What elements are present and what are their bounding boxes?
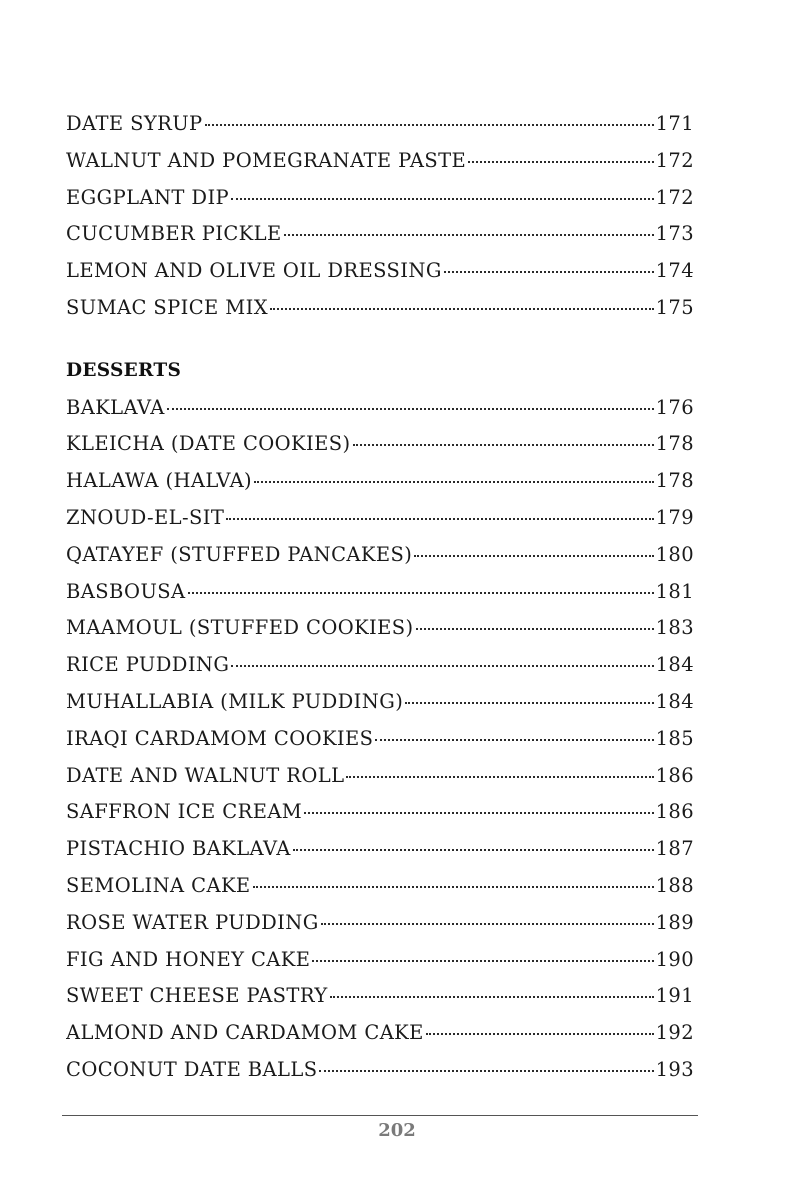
dot-leader — [416, 628, 654, 630]
toc-entry — [66, 1015, 694, 1052]
toc-entry-title: HALAWA (HALVA) — [66, 469, 253, 493]
toc-entry-page: 189 — [655, 910, 694, 934]
toc-entry-page: 173 — [655, 222, 694, 246]
toc-entry — [66, 610, 694, 647]
toc-entry-page: 181 — [655, 579, 694, 603]
toc-entry — [66, 500, 694, 537]
toc-entry-page: 180 — [655, 542, 694, 566]
toc-entry — [66, 978, 694, 1015]
toc-entry-title: SWEET CHEESE PASTRY — [66, 984, 328, 1008]
toc-entry-page: 184 — [655, 653, 694, 677]
dot-leader — [405, 702, 653, 704]
toc-entry — [66, 106, 694, 143]
toc-entry-title: ZNOUD-EL-SIT — [66, 505, 225, 529]
toc-entry-title: LEMON AND OLIVE OIL DRESSING — [66, 259, 442, 283]
toc-entry-title: DATE AND WALNUT ROLL — [66, 763, 345, 787]
toc-entry-page: 171 — [655, 112, 694, 135]
toc-entry-page: 172 — [655, 185, 694, 209]
toc-entry — [66, 794, 694, 831]
toc-entry-title: COCONUT DATE BALLS — [66, 1057, 318, 1081]
dot-leader — [414, 555, 653, 557]
dot-leader — [346, 776, 653, 778]
toc-entry — [66, 180, 694, 217]
toc-entry-title: BAKLAVA — [66, 395, 165, 419]
toc-entry — [66, 143, 694, 180]
section-heading: DESSERTS — [66, 359, 182, 381]
dot-leader — [353, 444, 654, 446]
toc-entry — [66, 390, 694, 427]
toc-entry-title: SEMOLINA CAKE — [66, 873, 251, 897]
footer-divider — [62, 1115, 698, 1116]
table-of-contents — [66, 106, 694, 1089]
toc-entry — [66, 463, 694, 500]
dot-leader — [330, 996, 654, 998]
toc-entry-title: SUMAC SPICE MIX — [66, 295, 269, 319]
toc-entry-title: IRAQI CARDAMOM COOKIES — [66, 726, 374, 750]
toc-entry — [66, 684, 694, 721]
dot-leader — [254, 481, 654, 483]
dot-leader — [426, 1033, 654, 1035]
dot-leader — [231, 198, 654, 200]
dot-leader — [444, 271, 654, 273]
dot-leader — [205, 124, 654, 126]
dot-leader — [319, 1070, 653, 1072]
dot-leader — [167, 408, 654, 410]
toc-entry — [66, 216, 694, 253]
toc-entry-title: ROSE WATER PUDDING — [66, 910, 319, 934]
toc-entry — [66, 758, 694, 795]
toc-entry-page: 179 — [655, 505, 694, 529]
dot-leader — [375, 739, 653, 741]
toc-entry-page: 178 — [655, 432, 694, 456]
toc-entry-title: ALMOND AND CARDAMOM CAKE — [66, 1021, 424, 1045]
toc-entry-page: 186 — [655, 763, 694, 787]
toc-entry — [66, 426, 694, 463]
page-number: 202 — [378, 1120, 416, 1141]
toc-entry-title: RICE PUDDING — [66, 653, 230, 677]
toc-entry-page: 178 — [655, 469, 694, 493]
toc-entry-title: KLEICHA (DATE COOKIES) — [66, 432, 351, 456]
toc-entry-title: WALNUT AND POMEGRANATE PASTE — [66, 148, 467, 172]
toc-entry-title: EGGPLANT DIP — [66, 185, 230, 209]
dot-leader — [231, 665, 653, 667]
dot-leader — [304, 812, 653, 814]
toc-entry-title: MAAMOUL (STUFFED COOKIES) — [66, 616, 414, 640]
dot-leader — [226, 518, 653, 520]
toc-entry-page: 190 — [655, 947, 694, 971]
toc-entry — [66, 1052, 694, 1089]
toc-entry — [66, 942, 694, 979]
dot-leader — [253, 886, 654, 888]
toc-entry — [66, 647, 694, 684]
toc-entry-page: 174 — [655, 259, 694, 283]
toc-entry-page: 186 — [655, 800, 694, 824]
toc-entry — [66, 290, 694, 327]
toc-entry-page: 188 — [655, 873, 694, 897]
toc-entry-page: 172 — [655, 148, 694, 172]
dot-leader — [293, 849, 654, 851]
toc-entry-title: DATE SYRUP — [66, 112, 203, 135]
toc-entry-page: 184 — [655, 689, 694, 713]
toc-entry-title: FIG AND HONEY CAKE — [66, 947, 311, 971]
toc-entry-page: 193 — [655, 1057, 694, 1081]
toc-entry-title: CUCUMBER PICKLE — [66, 222, 282, 246]
toc-entry — [66, 537, 694, 574]
toc-entry — [66, 574, 694, 611]
toc-entry-title: MUHALLABIA (MILK PUDDING) — [66, 689, 404, 713]
toc-entry-page: 192 — [655, 1021, 694, 1045]
toc-entry-title: QATAYEF (STUFFED PANCAKES) — [66, 542, 413, 566]
dot-leader — [284, 234, 654, 236]
toc-entry-page: 191 — [655, 984, 694, 1008]
toc-entry-title: BASBOUSA — [66, 579, 186, 603]
toc-entry — [66, 831, 694, 868]
dot-leader — [468, 161, 653, 163]
toc-entry-page: 175 — [655, 295, 694, 319]
dot-leader — [188, 592, 654, 594]
toc-entry-page: 183 — [655, 616, 694, 640]
toc-entry — [66, 868, 694, 905]
dot-leader — [321, 923, 654, 925]
toc-entry-page: 185 — [655, 726, 694, 750]
dot-leader — [312, 960, 653, 962]
toc-entry — [66, 253, 694, 290]
toc-entry — [66, 721, 694, 758]
toc-entry-page: 187 — [655, 837, 694, 861]
toc-entry — [66, 905, 694, 942]
toc-entry-page: 176 — [655, 395, 694, 419]
toc-entry-title: PISTACHIO BAKLAVA — [66, 837, 291, 861]
toc-entry-title: SAFFRON ICE CREAM — [66, 800, 303, 824]
dot-leader — [270, 308, 654, 310]
